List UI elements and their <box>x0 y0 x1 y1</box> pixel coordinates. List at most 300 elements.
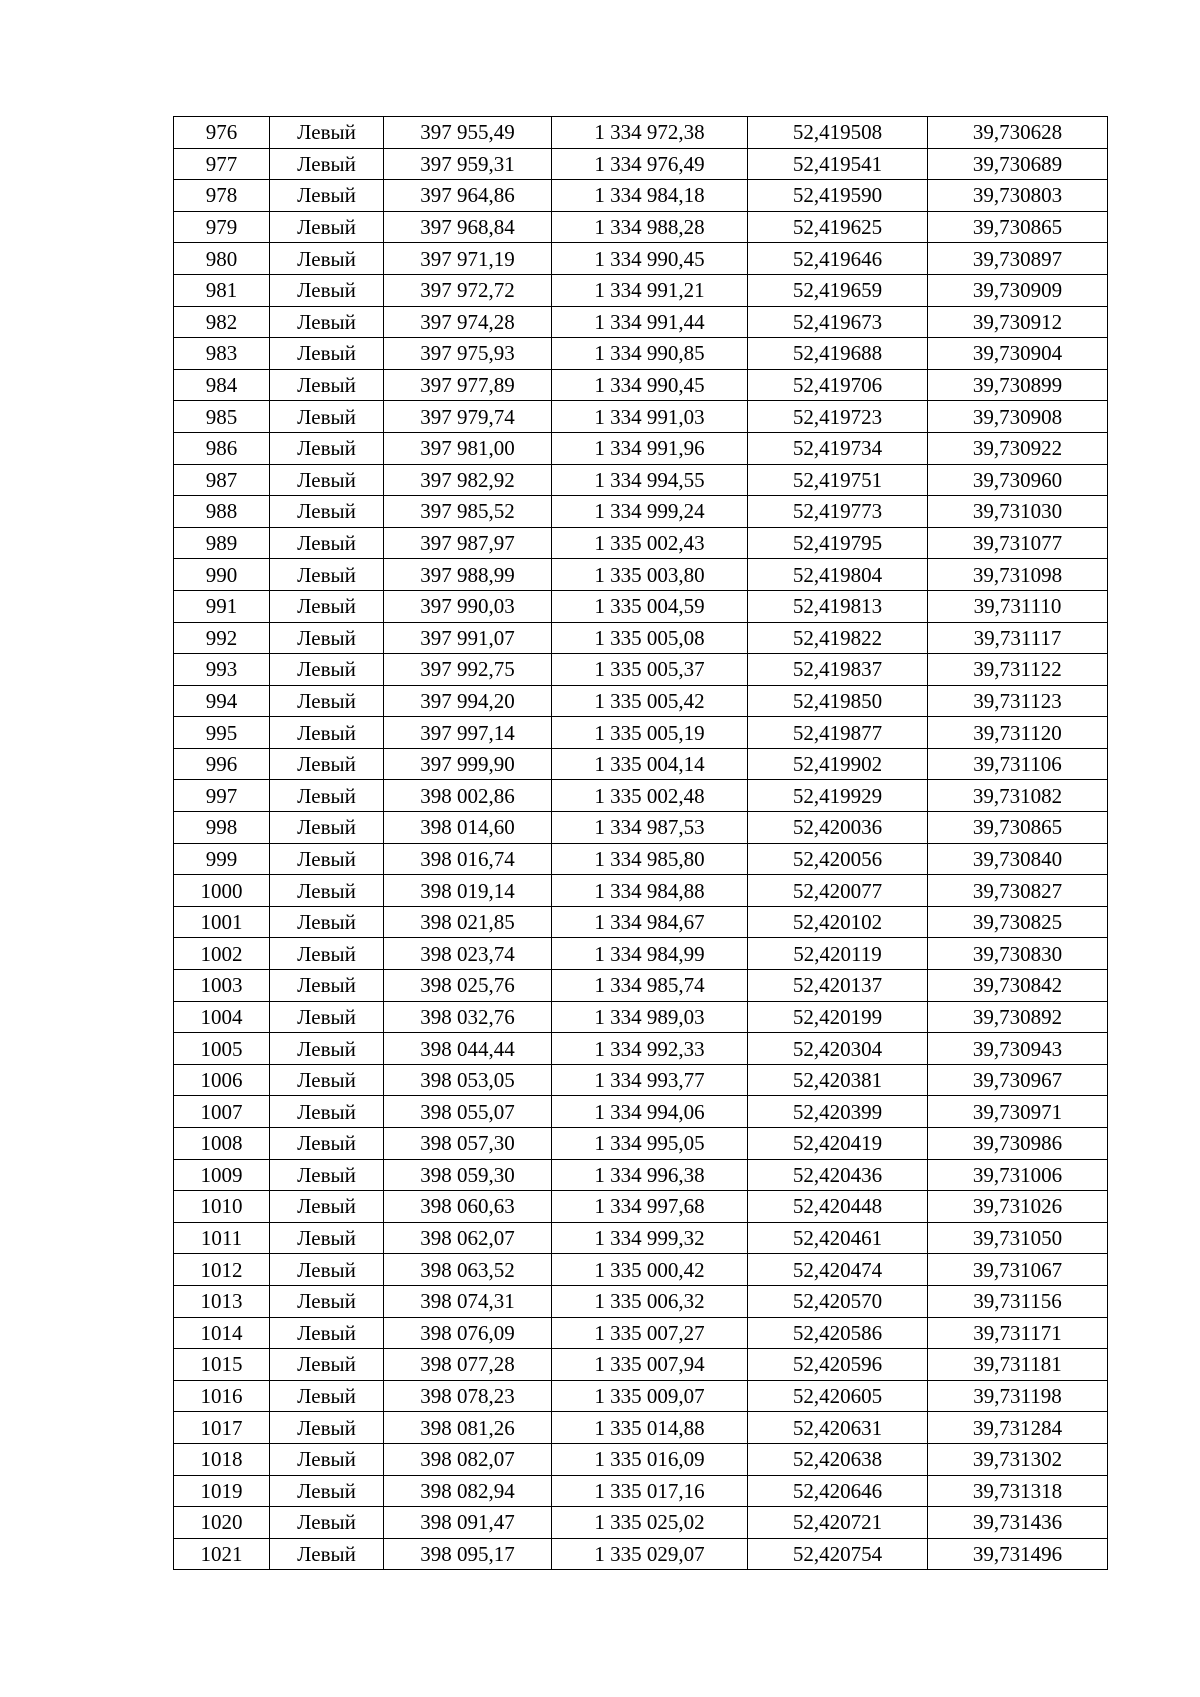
longitude-cell: 39,730803 <box>928 180 1108 212</box>
latitude-cell: 52,420119 <box>748 938 928 970</box>
longitude-cell: 39,731181 <box>928 1349 1108 1381</box>
x-coordinate-cell: 398 044,44 <box>384 1033 552 1065</box>
y-coordinate-cell: 1 334 987,53 <box>552 812 748 844</box>
y-coordinate-cell: 1 335 005,19 <box>552 717 748 749</box>
x-coordinate-cell: 398 032,76 <box>384 1001 552 1033</box>
latitude-cell: 52,420381 <box>748 1064 928 1096</box>
point-number-cell: 999 <box>174 843 270 875</box>
x-coordinate-cell: 398 053,05 <box>384 1064 552 1096</box>
longitude-cell: 39,731318 <box>928 1475 1108 1507</box>
point-number-cell: 1015 <box>174 1349 270 1381</box>
latitude-cell: 52,419813 <box>748 590 928 622</box>
longitude-cell: 39,731077 <box>928 527 1108 559</box>
longitude-cell: 39,731082 <box>928 780 1108 812</box>
longitude-cell: 39,730922 <box>928 432 1108 464</box>
latitude-cell: 52,420596 <box>748 1349 928 1381</box>
table-row <box>174 1096 1108 1128</box>
x-coordinate-cell: 398 002,86 <box>384 780 552 812</box>
x-coordinate-cell: 398 019,14 <box>384 875 552 907</box>
y-coordinate-cell: 1 335 017,16 <box>552 1475 748 1507</box>
side-cell: Левый <box>270 1254 384 1286</box>
point-number-cell: 1017 <box>174 1412 270 1444</box>
point-number-cell: 1010 <box>174 1191 270 1223</box>
x-coordinate-cell: 398 074,31 <box>384 1285 552 1317</box>
y-coordinate-cell: 1 334 989,03 <box>552 1001 748 1033</box>
table-row <box>174 748 1108 780</box>
x-coordinate-cell: 398 059,30 <box>384 1159 552 1191</box>
longitude-cell: 39,730892 <box>928 1001 1108 1033</box>
side-cell: Левый <box>270 148 384 180</box>
x-coordinate-cell: 397 975,93 <box>384 338 552 370</box>
x-coordinate-cell: 398 021,85 <box>384 906 552 938</box>
y-coordinate-cell: 1 335 004,14 <box>552 748 748 780</box>
latitude-cell: 52,420199 <box>748 1001 928 1033</box>
latitude-cell: 52,420461 <box>748 1222 928 1254</box>
side-cell: Левый <box>270 1443 384 1475</box>
y-coordinate-cell: 1 334 991,44 <box>552 306 748 338</box>
side-cell: Левый <box>270 1475 384 1507</box>
y-coordinate-cell: 1 335 029,07 <box>552 1538 748 1570</box>
table-row <box>174 117 1108 149</box>
side-cell: Левый <box>270 1128 384 1160</box>
y-coordinate-cell: 1 335 007,94 <box>552 1349 748 1381</box>
y-coordinate-cell: 1 334 991,21 <box>552 274 748 306</box>
side-cell: Левый <box>270 1538 384 1570</box>
side-cell: Левый <box>270 338 384 370</box>
x-coordinate-cell: 397 991,07 <box>384 622 552 654</box>
table-row <box>174 1443 1108 1475</box>
latitude-cell: 52,419850 <box>748 685 928 717</box>
y-coordinate-cell: 1 334 994,55 <box>552 464 748 496</box>
point-number-cell: 1003 <box>174 970 270 1002</box>
latitude-cell: 52,419837 <box>748 654 928 686</box>
y-coordinate-cell: 1 334 985,80 <box>552 843 748 875</box>
x-coordinate-cell: 398 016,74 <box>384 843 552 875</box>
point-number-cell: 991 <box>174 590 270 622</box>
latitude-cell: 52,420056 <box>748 843 928 875</box>
x-coordinate-cell: 398 078,23 <box>384 1380 552 1412</box>
table-row <box>174 306 1108 338</box>
side-cell: Левый <box>270 1159 384 1191</box>
x-coordinate-cell: 397 985,52 <box>384 496 552 528</box>
table-row <box>174 559 1108 591</box>
longitude-cell: 39,730897 <box>928 243 1108 275</box>
point-number-cell: 997 <box>174 780 270 812</box>
latitude-cell: 52,419795 <box>748 527 928 559</box>
table-row <box>174 1064 1108 1096</box>
latitude-cell: 52,420399 <box>748 1096 928 1128</box>
x-coordinate-cell: 398 014,60 <box>384 812 552 844</box>
longitude-cell: 39,730840 <box>928 843 1108 875</box>
table-row <box>174 717 1108 749</box>
latitude-cell: 52,420077 <box>748 875 928 907</box>
table-row <box>174 1033 1108 1065</box>
y-coordinate-cell: 1 335 009,07 <box>552 1380 748 1412</box>
point-number-cell: 984 <box>174 369 270 401</box>
longitude-cell: 39,731067 <box>928 1254 1108 1286</box>
latitude-cell: 52,420638 <box>748 1443 928 1475</box>
table-row <box>174 875 1108 907</box>
table-row <box>174 1412 1108 1444</box>
x-coordinate-cell: 397 988,99 <box>384 559 552 591</box>
x-coordinate-cell: 398 063,52 <box>384 1254 552 1286</box>
longitude-cell: 39,731284 <box>928 1412 1108 1444</box>
side-cell: Левый <box>270 970 384 1002</box>
side-cell: Левый <box>270 369 384 401</box>
x-coordinate-cell: 397 968,84 <box>384 211 552 243</box>
y-coordinate-cell: 1 334 991,03 <box>552 401 748 433</box>
point-number-cell: 981 <box>174 274 270 306</box>
y-coordinate-cell: 1 334 999,32 <box>552 1222 748 1254</box>
latitude-cell: 52,420646 <box>748 1475 928 1507</box>
x-coordinate-cell: 397 982,92 <box>384 464 552 496</box>
side-cell: Левый <box>270 1096 384 1128</box>
y-coordinate-cell: 1 335 004,59 <box>552 590 748 622</box>
y-coordinate-cell: 1 335 006,32 <box>552 1285 748 1317</box>
longitude-cell: 39,730967 <box>928 1064 1108 1096</box>
latitude-cell: 52,419902 <box>748 748 928 780</box>
x-coordinate-cell: 398 057,30 <box>384 1128 552 1160</box>
point-number-cell: 992 <box>174 622 270 654</box>
x-coordinate-cell: 398 025,76 <box>384 970 552 1002</box>
side-cell: Левый <box>270 496 384 528</box>
table-row <box>174 1001 1108 1033</box>
table-row <box>174 590 1108 622</box>
y-coordinate-cell: 1 335 005,08 <box>552 622 748 654</box>
point-number-cell: 1012 <box>174 1254 270 1286</box>
longitude-cell: 39,731106 <box>928 748 1108 780</box>
y-coordinate-cell: 1 334 972,38 <box>552 117 748 149</box>
point-number-cell: 1009 <box>174 1159 270 1191</box>
side-cell: Левый <box>270 211 384 243</box>
y-coordinate-cell: 1 334 984,18 <box>552 180 748 212</box>
point-number-cell: 1014 <box>174 1317 270 1349</box>
latitude-cell: 52,420754 <box>748 1538 928 1570</box>
table-row <box>174 148 1108 180</box>
side-cell: Левый <box>270 180 384 212</box>
side-cell: Левый <box>270 1064 384 1096</box>
x-coordinate-cell: 397 992,75 <box>384 654 552 686</box>
table-row <box>174 527 1108 559</box>
side-cell: Левый <box>270 812 384 844</box>
point-number-cell: 1016 <box>174 1380 270 1412</box>
side-cell: Левый <box>270 1349 384 1381</box>
side-cell: Левый <box>270 117 384 149</box>
latitude-cell: 52,419773 <box>748 496 928 528</box>
table-row <box>174 369 1108 401</box>
side-cell: Левый <box>270 432 384 464</box>
y-coordinate-cell: 1 334 999,24 <box>552 496 748 528</box>
x-coordinate-cell: 397 994,20 <box>384 685 552 717</box>
y-coordinate-cell: 1 335 003,80 <box>552 559 748 591</box>
table-row <box>174 1191 1108 1223</box>
x-coordinate-cell: 398 082,94 <box>384 1475 552 1507</box>
side-cell: Левый <box>270 559 384 591</box>
longitude-cell: 39,731117 <box>928 622 1108 654</box>
y-coordinate-cell: 1 334 992,33 <box>552 1033 748 1065</box>
point-number-cell: 978 <box>174 180 270 212</box>
latitude-cell: 52,420419 <box>748 1128 928 1160</box>
coordinates-table <box>173 116 1108 1570</box>
longitude-cell: 39,730986 <box>928 1128 1108 1160</box>
latitude-cell: 52,420586 <box>748 1317 928 1349</box>
point-number-cell: 1000 <box>174 875 270 907</box>
table-row <box>174 780 1108 812</box>
table-row <box>174 274 1108 306</box>
x-coordinate-cell: 398 082,07 <box>384 1443 552 1475</box>
table-row <box>174 432 1108 464</box>
point-number-cell: 977 <box>174 148 270 180</box>
y-coordinate-cell: 1 334 993,77 <box>552 1064 748 1096</box>
side-cell: Левый <box>270 243 384 275</box>
point-number-cell: 1008 <box>174 1128 270 1160</box>
latitude-cell: 52,419804 <box>748 559 928 591</box>
latitude-cell: 52,420721 <box>748 1507 928 1539</box>
table-row <box>174 685 1108 717</box>
point-number-cell: 1011 <box>174 1222 270 1254</box>
point-number-cell: 1019 <box>174 1475 270 1507</box>
table-row <box>174 622 1108 654</box>
longitude-cell: 39,730943 <box>928 1033 1108 1065</box>
longitude-cell: 39,731198 <box>928 1380 1108 1412</box>
table-row <box>174 1538 1108 1570</box>
table-row <box>174 401 1108 433</box>
side-cell: Левый <box>270 306 384 338</box>
y-coordinate-cell: 1 335 025,02 <box>552 1507 748 1539</box>
table-row <box>174 243 1108 275</box>
latitude-cell: 52,419673 <box>748 306 928 338</box>
point-number-cell: 983 <box>174 338 270 370</box>
longitude-cell: 39,730865 <box>928 211 1108 243</box>
side-cell: Левый <box>270 843 384 875</box>
latitude-cell: 52,419751 <box>748 464 928 496</box>
point-number-cell: 989 <box>174 527 270 559</box>
y-coordinate-cell: 1 335 014,88 <box>552 1412 748 1444</box>
x-coordinate-cell: 397 964,86 <box>384 180 552 212</box>
longitude-cell: 39,731006 <box>928 1159 1108 1191</box>
longitude-cell: 39,731026 <box>928 1191 1108 1223</box>
latitude-cell: 52,419541 <box>748 148 928 180</box>
y-coordinate-cell: 1 334 984,99 <box>552 938 748 970</box>
longitude-cell: 39,731171 <box>928 1317 1108 1349</box>
side-cell: Левый <box>270 622 384 654</box>
longitude-cell: 39,731098 <box>928 559 1108 591</box>
table-row <box>174 338 1108 370</box>
longitude-cell: 39,730908 <box>928 401 1108 433</box>
longitude-cell: 39,730912 <box>928 306 1108 338</box>
table-row <box>174 1285 1108 1317</box>
table-row <box>174 1128 1108 1160</box>
x-coordinate-cell: 397 999,90 <box>384 748 552 780</box>
x-coordinate-cell: 398 077,28 <box>384 1349 552 1381</box>
x-coordinate-cell: 398 055,07 <box>384 1096 552 1128</box>
point-number-cell: 1020 <box>174 1507 270 1539</box>
table-row <box>174 464 1108 496</box>
point-number-cell: 1006 <box>174 1064 270 1096</box>
table-row <box>174 970 1108 1002</box>
y-coordinate-cell: 1 335 000,42 <box>552 1254 748 1286</box>
table-row <box>174 1254 1108 1286</box>
x-coordinate-cell: 397 979,74 <box>384 401 552 433</box>
x-coordinate-cell: 398 081,26 <box>384 1412 552 1444</box>
table-row <box>174 812 1108 844</box>
point-number-cell: 987 <box>174 464 270 496</box>
latitude-cell: 52,419590 <box>748 180 928 212</box>
x-coordinate-cell: 397 981,00 <box>384 432 552 464</box>
longitude-cell: 39,731120 <box>928 717 1108 749</box>
longitude-cell: 39,730689 <box>928 148 1108 180</box>
longitude-cell: 39,731436 <box>928 1507 1108 1539</box>
point-number-cell: 996 <box>174 748 270 780</box>
side-cell: Левый <box>270 1033 384 1065</box>
latitude-cell: 52,420631 <box>748 1412 928 1444</box>
side-cell: Левый <box>270 717 384 749</box>
side-cell: Левый <box>270 875 384 907</box>
point-number-cell: 995 <box>174 717 270 749</box>
latitude-cell: 52,419929 <box>748 780 928 812</box>
x-coordinate-cell: 397 974,28 <box>384 306 552 338</box>
longitude-cell: 39,731030 <box>928 496 1108 528</box>
x-coordinate-cell: 397 959,31 <box>384 148 552 180</box>
table-row <box>174 1380 1108 1412</box>
latitude-cell: 52,420474 <box>748 1254 928 1286</box>
side-cell: Левый <box>270 906 384 938</box>
side-cell: Левый <box>270 274 384 306</box>
y-coordinate-cell: 1 334 984,67 <box>552 906 748 938</box>
side-cell: Левый <box>270 685 384 717</box>
side-cell: Левый <box>270 590 384 622</box>
x-coordinate-cell: 397 997,14 <box>384 717 552 749</box>
y-coordinate-cell: 1 334 990,45 <box>552 243 748 275</box>
latitude-cell: 52,420436 <box>748 1159 928 1191</box>
point-number-cell: 1007 <box>174 1096 270 1128</box>
table-row <box>174 1317 1108 1349</box>
point-number-cell: 1013 <box>174 1285 270 1317</box>
point-number-cell: 1021 <box>174 1538 270 1570</box>
table-row <box>174 1349 1108 1381</box>
side-cell: Левый <box>270 1222 384 1254</box>
side-cell: Левый <box>270 1001 384 1033</box>
longitude-cell: 39,731496 <box>928 1538 1108 1570</box>
latitude-cell: 52,419723 <box>748 401 928 433</box>
latitude-cell: 52,419706 <box>748 369 928 401</box>
point-number-cell: 1018 <box>174 1443 270 1475</box>
side-cell: Левый <box>270 1507 384 1539</box>
latitude-cell: 52,420570 <box>748 1285 928 1317</box>
table-row <box>174 1222 1108 1254</box>
side-cell: Левый <box>270 748 384 780</box>
side-cell: Левый <box>270 938 384 970</box>
longitude-cell: 39,731122 <box>928 654 1108 686</box>
y-coordinate-cell: 1 334 997,68 <box>552 1191 748 1223</box>
point-number-cell: 994 <box>174 685 270 717</box>
longitude-cell: 39,730960 <box>928 464 1108 496</box>
longitude-cell: 39,730842 <box>928 970 1108 1002</box>
longitude-cell: 39,731050 <box>928 1222 1108 1254</box>
point-number-cell: 990 <box>174 559 270 591</box>
coordinates-table-body <box>174 117 1108 1570</box>
latitude-cell: 52,420448 <box>748 1191 928 1223</box>
x-coordinate-cell: 397 977,89 <box>384 369 552 401</box>
y-coordinate-cell: 1 334 994,06 <box>552 1096 748 1128</box>
latitude-cell: 52,420102 <box>748 906 928 938</box>
longitude-cell: 39,730909 <box>928 274 1108 306</box>
point-number-cell: 986 <box>174 432 270 464</box>
side-cell: Левый <box>270 780 384 812</box>
table-row <box>174 496 1108 528</box>
table-row <box>174 654 1108 686</box>
point-number-cell: 993 <box>174 654 270 686</box>
latitude-cell: 52,420304 <box>748 1033 928 1065</box>
latitude-cell: 52,419822 <box>748 622 928 654</box>
side-cell: Левый <box>270 1317 384 1349</box>
side-cell: Левый <box>270 527 384 559</box>
table-row <box>174 1507 1108 1539</box>
point-number-cell: 1005 <box>174 1033 270 1065</box>
longitude-cell: 39,730904 <box>928 338 1108 370</box>
longitude-cell: 39,731123 <box>928 685 1108 717</box>
latitude-cell: 52,420137 <box>748 970 928 1002</box>
table-row <box>174 1159 1108 1191</box>
table-row <box>174 180 1108 212</box>
side-cell: Левый <box>270 1191 384 1223</box>
y-coordinate-cell: 1 335 005,42 <box>552 685 748 717</box>
y-coordinate-cell: 1 334 988,28 <box>552 211 748 243</box>
y-coordinate-cell: 1 334 991,96 <box>552 432 748 464</box>
longitude-cell: 39,730971 <box>928 1096 1108 1128</box>
y-coordinate-cell: 1 335 002,48 <box>552 780 748 812</box>
y-coordinate-cell: 1 334 976,49 <box>552 148 748 180</box>
longitude-cell: 39,730865 <box>928 812 1108 844</box>
point-number-cell: 976 <box>174 117 270 149</box>
point-number-cell: 1004 <box>174 1001 270 1033</box>
side-cell: Левый <box>270 1285 384 1317</box>
side-cell: Левый <box>270 1380 384 1412</box>
point-number-cell: 982 <box>174 306 270 338</box>
y-coordinate-cell: 1 334 996,38 <box>552 1159 748 1191</box>
point-number-cell: 1001 <box>174 906 270 938</box>
x-coordinate-cell: 398 091,47 <box>384 1507 552 1539</box>
table-row <box>174 211 1108 243</box>
longitude-cell: 39,730825 <box>928 906 1108 938</box>
point-number-cell: 980 <box>174 243 270 275</box>
point-number-cell: 988 <box>174 496 270 528</box>
x-coordinate-cell: 397 955,49 <box>384 117 552 149</box>
side-cell: Левый <box>270 654 384 686</box>
y-coordinate-cell: 1 334 995,05 <box>552 1128 748 1160</box>
y-coordinate-cell: 1 334 990,45 <box>552 369 748 401</box>
longitude-cell: 39,731156 <box>928 1285 1108 1317</box>
x-coordinate-cell: 397 987,97 <box>384 527 552 559</box>
latitude-cell: 52,419734 <box>748 432 928 464</box>
x-coordinate-cell: 398 060,63 <box>384 1191 552 1223</box>
x-coordinate-cell: 398 023,74 <box>384 938 552 970</box>
y-coordinate-cell: 1 335 016,09 <box>552 1443 748 1475</box>
x-coordinate-cell: 397 990,03 <box>384 590 552 622</box>
table-row <box>174 843 1108 875</box>
longitude-cell: 39,730628 <box>928 117 1108 149</box>
y-coordinate-cell: 1 335 007,27 <box>552 1317 748 1349</box>
point-number-cell: 979 <box>174 211 270 243</box>
x-coordinate-cell: 397 971,19 <box>384 243 552 275</box>
longitude-cell: 39,730899 <box>928 369 1108 401</box>
latitude-cell: 52,419659 <box>748 274 928 306</box>
side-cell: Левый <box>270 464 384 496</box>
latitude-cell: 52,419877 <box>748 717 928 749</box>
x-coordinate-cell: 398 062,07 <box>384 1222 552 1254</box>
latitude-cell: 52,419625 <box>748 211 928 243</box>
latitude-cell: 52,420036 <box>748 812 928 844</box>
